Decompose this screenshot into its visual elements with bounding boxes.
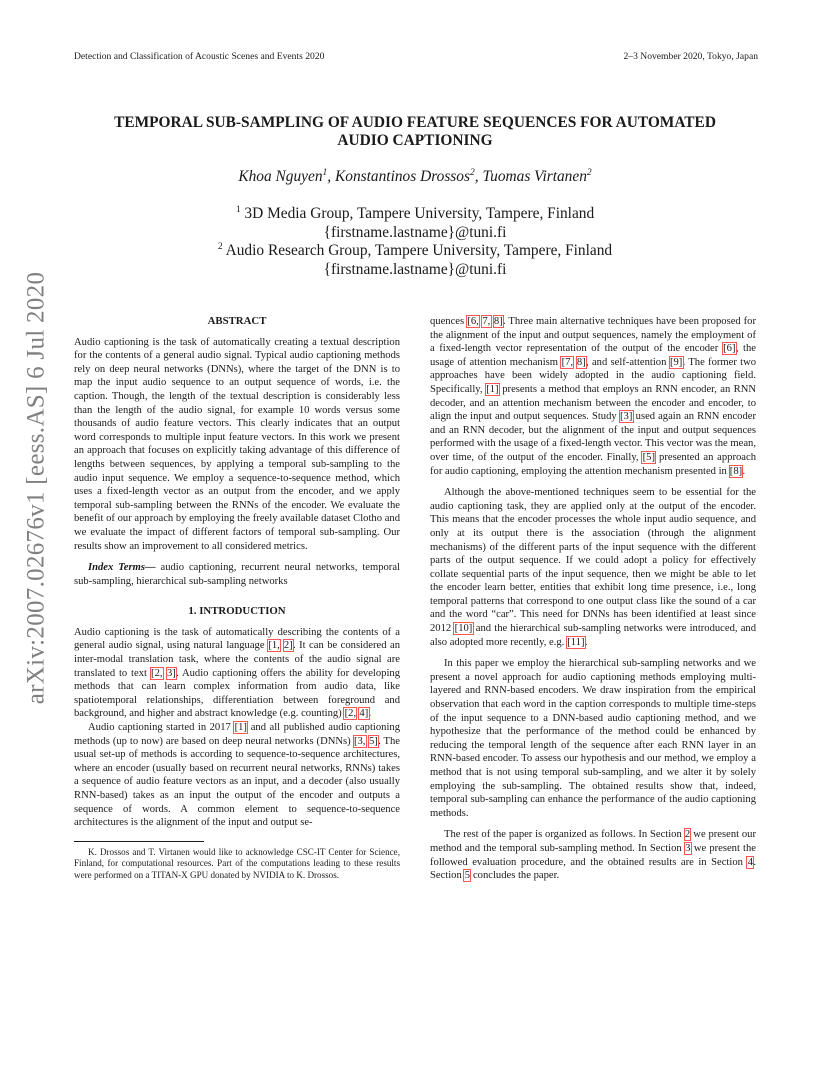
arxiv-stamp-text: arXiv:2007.02676v1 [eess.AS] 6 Jul 2020 — [22, 271, 50, 705]
citation-link[interactable]: 3] — [166, 667, 176, 679]
intro-paragraph-1: Audio captioning is the task of automatically describing the contents of a general audio signal, using natural language [1, 2]. It can be considered an inter-modal translation task, where the contents of the audio signal are translated to text [2, 3]. Audio captioning offers the ability for developing methods that can learn complex information from audio data, like spatiotemporal relationships, differentiation between foreground and background, and higher and abstract knowledge (e.g. counting) [2, 4]. — [74, 626, 400, 720]
affiliation-email: {firstname.lastname}@tuni.fi — [323, 223, 507, 241]
intro-paragraph-5: In this paper we employ the hierarchical sub-sampling networks and we present a novel approach for audio captioning methods employing multi-layered and RNN-based encoders. We draw inspiration from the empirical observation that each word in the caption corresponds to multiple time-steps of the input sequence to a DNN-based audio captioning method, and we hypothesize that the performance of the method could be enhanced by reducing the temporal length of the sequence after each RNN layer in an RNN-based encoder. To assess our hypothesis and our method, we employ a method that is not using temporal sub-sampling, and we alter it by solely employing the sub-sampling. The obtained results show that, indeed, temporal sub-sampling can enhance the performance of the audio captioning methods. — [430, 658, 756, 819]
citation-link[interactable]: [1] — [486, 383, 499, 395]
intro-paragraph-2: Audio captioning started in 2017 [1] and all published audio captioning methods (up to now) are based on deep neural networks (DNNs) [3, 5]. The usual set-up of methods is according to sequence-to-sequence architectures, where an encoder (usually based on recurrent neural networks, RNNs) takes a sequence of audio feature vectors as an input, and a decoder (also usually RNN-based) takes as an input the output of the encoder and outputs a sequence of words. A common element to sequence-to-sequence architectures is the alignment of the input and output se- — [74, 722, 401, 829]
citation-link[interactable]: 8] — [493, 316, 503, 327]
citation-link[interactable]: [10] — [454, 623, 473, 635]
abstract-heading: ABSTRACT — [207, 315, 267, 327]
citation-link[interactable]: [7, — [561, 356, 574, 368]
affiliation-number: 1 — [235, 204, 241, 215]
affiliation-line — [90, 205, 740, 224]
paper-title: TEMPORAL SUB-SAMPLING OF AUDIO FEATURE SEQUENCES FOR AUTOMATED AUDIO CAPTIONING — [114, 114, 716, 149]
affiliation-name: 3D Media Group, Tampere University, Tampere, Finland — [240, 205, 595, 222]
affiliation-marker: 2 — [586, 167, 592, 178]
index-terms-text: audio captioning, recurrent neural networks, temporal sub-sampling, hierarchical sub-sampling networks — [74, 562, 400, 587]
affiliation-marker: 1 — [322, 167, 328, 178]
intro-paragraph-6: The rest of the paper is organized as follows. In Section 2 we present our method and the temporal sub-sampling method. In Section 3 we present the followed evaluation procedure, and the obtained results are in Section 4. Section 5 concludes the paper. — [430, 829, 756, 882]
intro-heading: 1. INTRODUCTION — [188, 605, 286, 618]
index-terms — [74, 561, 400, 588]
citation-link[interactable]: [9] — [669, 356, 683, 368]
affiliations — [90, 205, 740, 279]
footnote-rule — [74, 841, 204, 842]
citation-link[interactable]: [3] — [620, 411, 633, 423]
intro-paragraph-4: Although the above-mentioned techniques seem to be essential for the audio captioning task, they are applied only at the output of the encoder. This means that the encoder processes the whole input audio sequence, and only at its output there is the association (through the alignment mechanisms) of the different parts of the input sequence with the different parts of the output sequence. If we could adopt a policy for effectively collate sequential parts of the input sequence, then we might be able to let the encoder learn better, entities that exhibit long time presence, i.e., long temporal patterns that correspond to one output class like the sound of a car and the word “car”. This need for DNNs has been identified at least since 2012 [10] and the hierarchical sub-sampling networks were introduced, and also adopted more recently, e.g. [11]. — [430, 487, 757, 648]
citation-link[interactable]: 5 — [464, 870, 471, 882]
citation-link[interactable]: 2] — [283, 640, 293, 652]
intro-paragraph-3: quences [6, 7, 8]. Three main alternative techniques have been proposed for the alignment of the input and output sequences, namely the employment of a fixed-length vector representation of the output of the encoder [6], the usage of attention mechanism [7, 8], and self-attention [9]. The former two approaches have been widely adopted in the audio captioning field. Specifically, [1] presents a method that employs an RNN encoder, an RNN decoder, and an attention mechanism between the encoder and encoder, to align the input and output sequences. Study [3] used again an RNN encoder and an RNN decoder, but the alignment of the input and output sequences performed with the usage of a fixed-length vector. This vector was the mean, over time, of the output of the encoder. Finally, [5] presented an approach for audio captioning, employing the attention mechanism presented in [8]. — [430, 316, 757, 477]
citation-link[interactable]: [11] — [567, 636, 585, 648]
affiliation-line — [90, 242, 740, 261]
running-header-left: Detection and Classification of Acoustic Scenes and Events 2020 — [74, 51, 325, 62]
footnote: K. Drossos and T. Virtanen would like to acknowledge CSC-IT Center for Science, Finland, for computational resources. Part of the computations leading to these results were performed on a TITAN-X GPU donated by NVIDIA to K. Drossos. — [74, 846, 400, 880]
citation-link[interactable]: [1] — [234, 722, 247, 734]
affiliation-name: Audio Research Group, Tampere University, Tampere, Finland — [222, 242, 613, 260]
citation-link[interactable]: [8] — [729, 465, 743, 477]
citation-link[interactable]: 8] — [576, 356, 586, 368]
citation-link[interactable]: [2, — [344, 708, 357, 720]
citation-link[interactable]: 3 — [685, 842, 691, 854]
right-column — [430, 315, 756, 883]
running-header-right: 2–3 November 2020, Tokyo, Japan — [623, 51, 758, 62]
citation-link[interactable]: [2, — [151, 667, 163, 679]
citation-link[interactable]: [1, — [268, 640, 280, 652]
abstract-text: Audio captioning is the task of automatically creating a textual description for the contents of a general audio signal. Typical audio captioning methods rely on deep neural networks (DNNs), where the target of the DNN is to map the input audio sequence to an output sequence of words, i.e. the caption. Though, the length of the textual description is considerably less than the length of the audio signal, for example 10 words versus some thousands of audio feature vectors. This clearly indicates that an output word corresponds to multiple input feature vectors. In this work we present an approach that focuses on explicitly taking advantage of this difference of lengths between sequences, by applying a temporal sub-sampling to the audio input sequence. We employ a sequence-to-sequence method, which uses a fixed-length vector as an output from the encoder, and we apply temporal sub-sampling between the RNNs of the encoder. We evaluate the benefit of our approach by employing the freely available dataset Clotho and we evaluate the impact of different factors of temporal sub-sampling. Our results show an improvement to all considered metrics. — [74, 336, 400, 552]
affiliation-number: 2 — [217, 242, 223, 253]
author-list: Khoa Nguyen$^1$, Konstantinos Drossos$^2$, Tuomas Virtanen$^2$ — [238, 167, 592, 185]
author-name: Tuomas Virtanen — [482, 168, 587, 185]
citation-link[interactable]: 5] — [369, 735, 378, 747]
citation-link[interactable]: [6, — [467, 316, 479, 327]
author-name: Konstantinos Drossos — [335, 168, 470, 185]
arxiv-stamp — [14, 271, 58, 705]
citation-link[interactable]: [6] — [723, 343, 736, 355]
citation-link[interactable]: 4 — [747, 856, 754, 868]
left-column — [74, 315, 400, 881]
index-terms-label: Index Terms— — [88, 562, 156, 574]
citation-link[interactable]: [5] — [642, 451, 655, 463]
citation-link[interactable]: 7, — [482, 316, 491, 327]
citation-link[interactable]: 4] — [359, 708, 369, 720]
citation-link[interactable]: 2 — [684, 829, 691, 841]
affiliation-email: {firstname.lastname}@tuni.fi — [323, 260, 507, 278]
author-name: Khoa Nguyen — [238, 168, 323, 185]
citation-link[interactable]: [3, — [353, 735, 366, 747]
affiliation-marker: 2 — [469, 167, 475, 178]
